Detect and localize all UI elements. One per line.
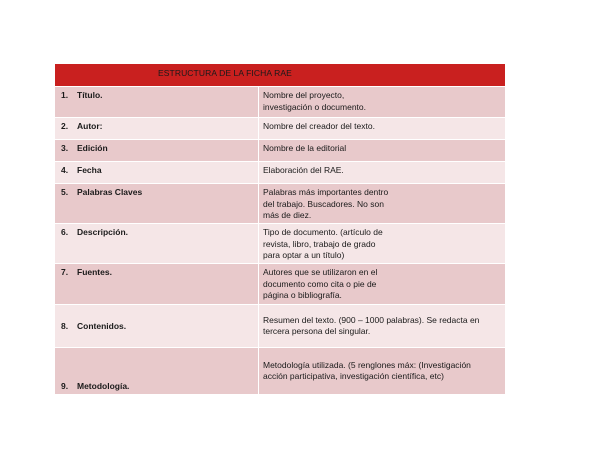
row-number: 7. bbox=[61, 267, 69, 277]
row-label: Edición bbox=[77, 143, 108, 153]
row-label-cell bbox=[55, 140, 259, 161]
row-description: Palabras más importantes dentro del trabajo. Buscadores. No son más de diez. bbox=[263, 187, 389, 220]
row-label-cell bbox=[55, 184, 259, 223]
row-label-cell bbox=[55, 224, 259, 263]
row-label-cell bbox=[55, 264, 259, 304]
row-number: 1. bbox=[61, 90, 69, 100]
row-label-cell bbox=[55, 305, 259, 347]
table-header bbox=[55, 64, 505, 86]
row-number: 3. bbox=[61, 143, 69, 153]
table-row-fuentes bbox=[55, 263, 505, 304]
row-number: 9. bbox=[61, 381, 69, 391]
row-description: Resumen del texto. (900 – 1000 palabras). Se redacta en tercera persona del singular. bbox=[263, 314, 480, 336]
row-description: Nombre de la editorial bbox=[263, 143, 347, 153]
row-description: Elaboración del RAE. bbox=[263, 165, 344, 175]
row-label-cell bbox=[55, 348, 259, 394]
row-number: 4. bbox=[61, 165, 69, 175]
row-label: Fuentes. bbox=[77, 267, 112, 277]
table-row-palabras-claves bbox=[55, 183, 505, 223]
row-label: Palabras Claves bbox=[77, 187, 143, 197]
table-row-edicion bbox=[55, 139, 505, 161]
row-description: Metodología utilizada. (5 renglones máx: (Investigación acción participativa, investigación científica, etc) bbox=[263, 359, 471, 381]
row-label: Título. bbox=[77, 90, 103, 100]
row-number: 6. bbox=[61, 227, 69, 237]
table-title: ESTRUCTURA DE LA FICHA RAE bbox=[158, 68, 292, 78]
row-description: Nombre del proyecto, investigación o documento. bbox=[263, 90, 367, 112]
row-label: Descripción. bbox=[77, 227, 129, 237]
row-description: Autores que se utilizaron en el documento como cita o pie de página o bibliografía. bbox=[263, 267, 378, 300]
row-label-cell bbox=[55, 87, 259, 117]
row-label: Contenidos. bbox=[77, 321, 127, 331]
row-number: 8. bbox=[61, 321, 69, 331]
row-label-cell bbox=[55, 162, 259, 183]
row-number: 5. bbox=[61, 187, 69, 197]
table-row-contenidos bbox=[55, 304, 505, 347]
row-label: Fecha bbox=[77, 165, 102, 175]
table-row-autor bbox=[55, 117, 505, 139]
row-label: Metodología. bbox=[77, 381, 130, 391]
rae-structure-table bbox=[55, 64, 505, 394]
table-row-titulo bbox=[55, 86, 505, 117]
row-description: Tipo de documento. (artículo de revista, libro, trabajo de grado para optar a un título) bbox=[263, 227, 383, 260]
row-label: Autor: bbox=[77, 121, 103, 131]
row-description: Nombre del creador del texto. bbox=[263, 121, 375, 131]
table-row-metodologia bbox=[55, 347, 505, 394]
row-label-cell bbox=[55, 118, 259, 139]
table-row-fecha bbox=[55, 161, 505, 183]
table-row-descripcion bbox=[55, 223, 505, 263]
row-number: 2. bbox=[61, 121, 69, 131]
